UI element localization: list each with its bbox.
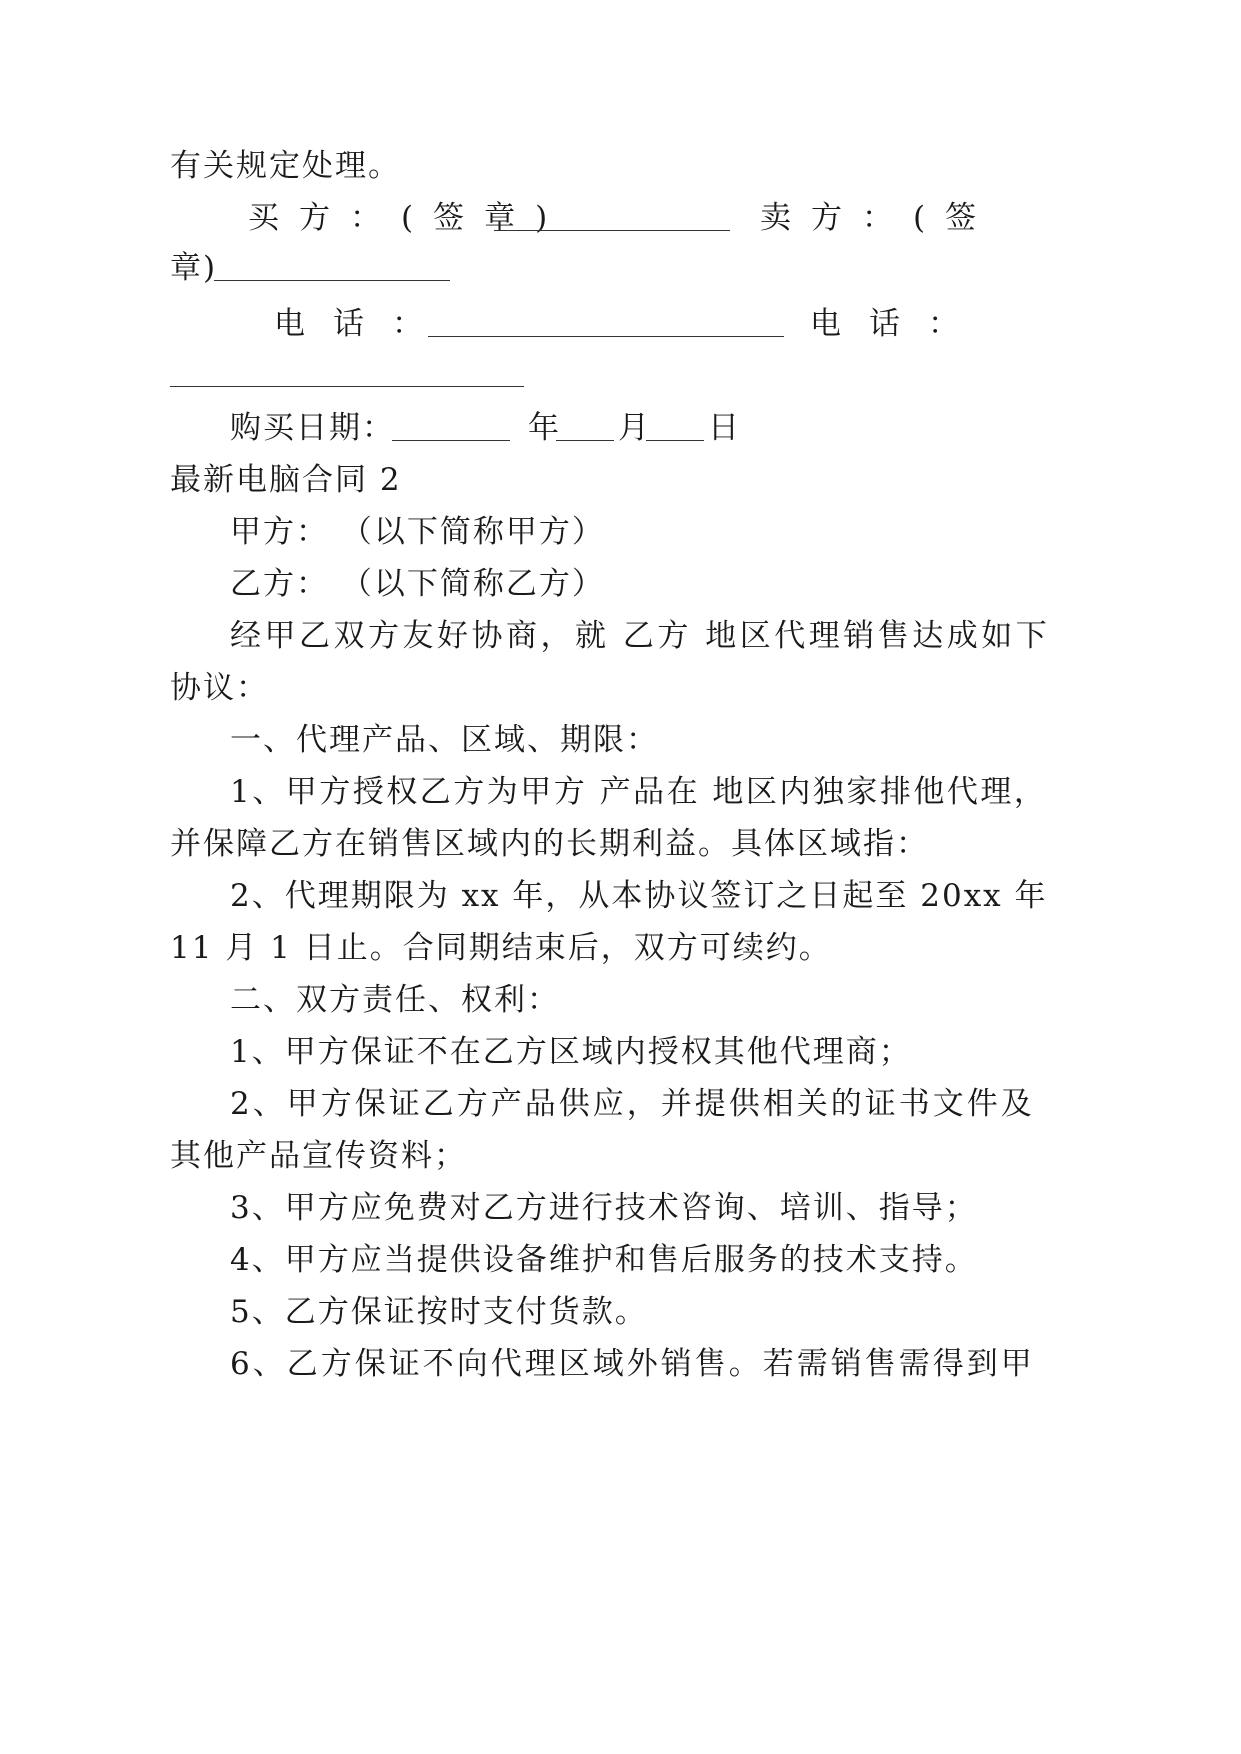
- day-label: 日: [708, 410, 741, 446]
- seller-phone-label: 电话：: [810, 306, 987, 342]
- signature-line-cont: [0, 246, 1241, 290]
- list-item: 3、甲方应免费对乙方进行技术咨询、培训、指导；: [230, 1190, 978, 1226]
- buyer-signature-label: 买方：(签章): [248, 200, 568, 236]
- text-line: [0, 1134, 1241, 1178]
- text-line: [0, 1290, 1241, 1334]
- text-line: [0, 510, 1241, 554]
- paragraph-text: 协议：: [170, 670, 269, 706]
- seller-signature-blank: [214, 280, 450, 281]
- party-b: 乙方： （以下简称乙方）: [230, 566, 605, 602]
- section-heading-line: [0, 978, 1241, 1022]
- text-line: [0, 874, 1241, 918]
- text-line: [0, 666, 1241, 710]
- list-item-cont: 11 月 1 日止。合同期结束后，双方可续约。: [170, 930, 832, 966]
- section-heading: 二、双方责任、权利：: [230, 982, 560, 1018]
- list-item: 6、乙方保证不向代理区域外销售。若需销售需得到甲: [230, 1346, 1035, 1382]
- seller-signature-label-cont: 章): [170, 250, 218, 286]
- list-item: 4、甲方应当提供设备维护和售后服务的技术支持。: [230, 1242, 978, 1278]
- purchase-date-label: 购买日期：: [230, 410, 395, 446]
- signature-line: [0, 196, 1241, 240]
- text-line: [0, 562, 1241, 606]
- contract-title: 最新电脑合同 2: [170, 462, 402, 498]
- seller-phone-blank: [170, 386, 524, 387]
- buyer-phone-label: 电话：: [274, 306, 451, 342]
- text-line: [0, 1030, 1241, 1074]
- paragraph-text: 经甲乙双方友好协商，就 乙方 地区代理销售达成如下: [230, 618, 1051, 654]
- text-line: [0, 1082, 1241, 1126]
- text-line: [0, 822, 1241, 866]
- text-line: [0, 614, 1241, 658]
- text-line: [0, 1342, 1241, 1386]
- paragraph-text: 有关规定处理。: [170, 148, 401, 184]
- list-item: 2、代理期限为 xx 年，从本协议签订之日起至 20xx 年: [230, 878, 1048, 914]
- list-item-cont: 其他产品宣传资料；: [170, 1138, 467, 1174]
- list-item: 5、乙方保证按时支付货款。: [230, 1294, 648, 1330]
- text-line: [0, 144, 1241, 188]
- contract-title-line: [0, 458, 1241, 502]
- text-line: [0, 926, 1241, 970]
- year-blank: [392, 440, 510, 441]
- seller-signature-label: 卖方：(签: [760, 200, 997, 236]
- list-item-cont: 并保障乙方在销售区域内的长期利益。具体区域指：: [170, 826, 929, 862]
- text-line: [0, 1186, 1241, 1230]
- year-label: 年: [528, 410, 561, 446]
- list-item: 1、甲方授权乙方为甲方 产品在 地区内独家排他代理，: [230, 774, 1048, 810]
- buyer-signature-blank: [494, 230, 730, 231]
- section-heading-line: [0, 718, 1241, 762]
- month-label: 月: [618, 410, 651, 446]
- day-blank: [646, 440, 704, 441]
- date-line: [0, 406, 1241, 450]
- section-heading: 一、代理产品、区域、期限：: [230, 722, 659, 758]
- party-a: 甲方： （以下简称甲方）: [230, 514, 605, 550]
- text-line: [0, 1238, 1241, 1282]
- list-item: 2、甲方保证乙方产品供应，并提供相关的证书文件及: [230, 1086, 1035, 1122]
- list-item: 1、甲方保证不在乙方区域内授权其他代理商；: [230, 1034, 912, 1070]
- phone-line: [0, 302, 1241, 346]
- buyer-phone-blank: [428, 336, 784, 337]
- text-line: [0, 770, 1241, 814]
- month-blank: [556, 440, 614, 441]
